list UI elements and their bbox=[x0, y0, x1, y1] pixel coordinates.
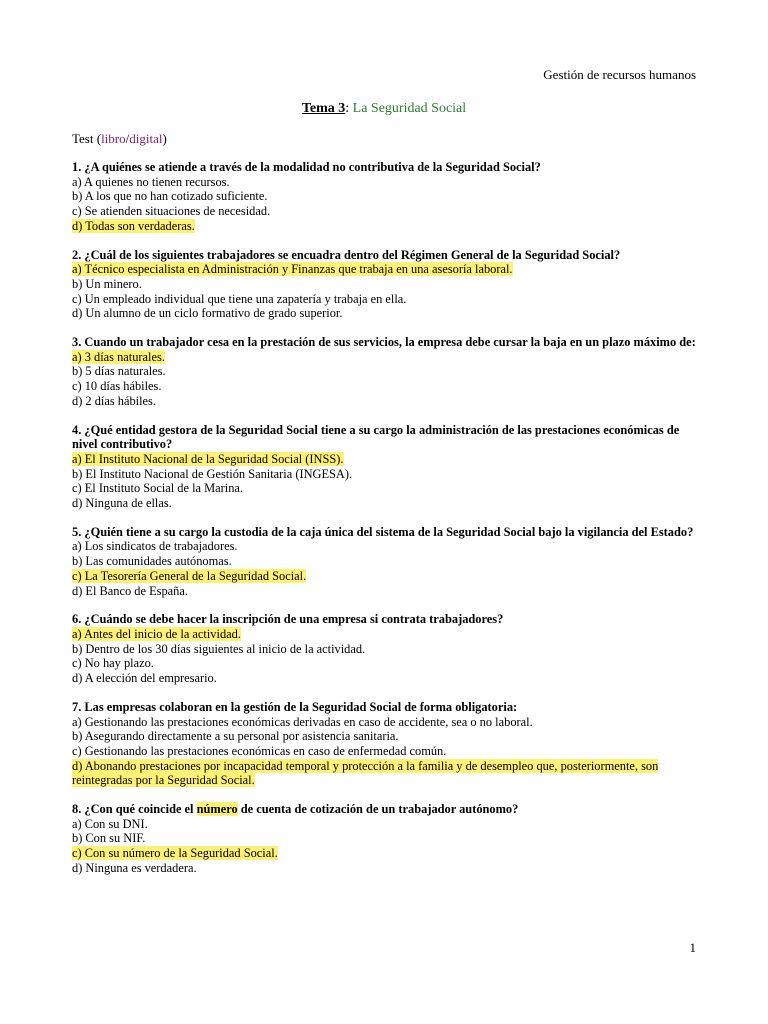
title-subtitle: La Seguridad Social bbox=[352, 101, 467, 116]
question-text: 3. Cuando un trabajador cesa en la prestación de sus servicios, la empresa debe cursar la baja en un plazo máximo de: bbox=[72, 335, 696, 350]
option-c: c) Se atienden situaciones de necesidad. bbox=[72, 204, 271, 219]
question-text: 4. ¿Qué entidad gestora de la Seguridad Social tiene a su cargo la administración de las prestaciones económicas de nivel contributivo? bbox=[72, 422, 680, 452]
option-b: b) Dentro de los 30 días siguientes al inicio de la actividad. bbox=[72, 641, 366, 656]
question-text: 2. ¿Cuál de los siguientes trabajadores se encuadra dentro del Régimen General de la Seguridad Social? bbox=[72, 247, 621, 262]
option-d bbox=[72, 759, 696, 788]
highlighted-answer: a) Antes del inicio de la actividad. bbox=[72, 626, 241, 641]
option-d: d) Un alumno de un ciclo formativo de grado superior. bbox=[72, 306, 343, 321]
highlighted-word: número bbox=[196, 802, 238, 817]
test-suffix: ) bbox=[162, 131, 167, 146]
question-text: 1. ¿A quiénes se atiende a través de la modalidad no contributiva de la Seguridad Social? bbox=[72, 160, 541, 174]
running-head: Gestión de recursos humanos bbox=[543, 67, 696, 82]
question-7 bbox=[72, 700, 696, 788]
option-a: a) Los sindicatos de trabajadores. bbox=[72, 539, 238, 554]
test-line bbox=[72, 131, 167, 147]
question-2 bbox=[72, 248, 696, 322]
highlighted-answer: d) Todas son verdaderas. bbox=[72, 218, 195, 233]
title-tema: Tema 3 bbox=[301, 101, 346, 116]
question-text: 5. ¿Quién tiene a su cargo la custodia de la caja única del sistema de la Seguridad Social bajo la vigilancia del Estado? bbox=[72, 524, 694, 539]
question-8 bbox=[72, 802, 696, 876]
page-title bbox=[72, 100, 696, 117]
question-3 bbox=[72, 335, 696, 409]
option-b: b) Con su NIF. bbox=[72, 831, 146, 846]
option-c: c) 10 días hábiles. bbox=[72, 379, 162, 394]
option-d: d) El Banco de España. bbox=[72, 583, 188, 598]
option-c: c) Gestionando las prestaciones económicas en caso de enfermedad común. bbox=[72, 743, 447, 758]
option-b: b) Asegurando directamente a su personal por asistencia sanitaria. bbox=[72, 729, 399, 744]
option-c bbox=[72, 569, 696, 584]
title-separator: : bbox=[345, 101, 353, 116]
option-a: a) Con su DNI. bbox=[72, 816, 148, 831]
page-number: 1 bbox=[689, 940, 696, 955]
option-a: a) Gestionando las prestaciones económicas derivadas en caso de accidente, sea o no laboral. bbox=[72, 714, 533, 729]
option-c bbox=[72, 846, 696, 861]
option-a: a) A quienes no tienen recursos. bbox=[72, 174, 230, 189]
option-d: d) Ninguna de ellas. bbox=[72, 496, 172, 511]
document-page bbox=[72, 0, 696, 1024]
question-list bbox=[72, 160, 696, 890]
question-text: 6. ¿Cuándo se debe hacer la inscripción de una empresa si contrata trabajadores? bbox=[72, 612, 504, 627]
highlighted-answer: a) 3 días naturales. bbox=[72, 349, 165, 364]
option-c: c) El Instituto Social de la Marina. bbox=[72, 481, 244, 496]
option-d: d) 2 días hábiles. bbox=[72, 393, 156, 408]
test-prefix: Test ( bbox=[72, 131, 102, 146]
option-a bbox=[72, 350, 696, 365]
test-slash: / bbox=[125, 131, 130, 146]
option-d: d) Ninguna es verdadera. bbox=[72, 860, 197, 875]
question-text: 7. Las empresas colaboran en la gestión de la Seguridad Social de forma obligatoria: bbox=[72, 699, 518, 714]
option-b: b) Un minero. bbox=[72, 276, 142, 291]
digital-link[interactable]: digital bbox=[129, 131, 163, 146]
option-b: b) A los que no han cotizado suficiente. bbox=[72, 189, 268, 204]
libro-link[interactable]: libro bbox=[101, 131, 126, 146]
option-a bbox=[72, 262, 696, 277]
option-a bbox=[72, 627, 696, 642]
option-d bbox=[72, 219, 696, 234]
highlighted-answer: d) Abonando prestaciones por incapacidad temporal y protección a la familia y de desempleo que, posteriormente, son reintegradas por la Seguridad Social. bbox=[72, 758, 659, 788]
option-b: b) Las comunidades autónomas. bbox=[72, 554, 232, 569]
highlighted-answer: c) La Tesorería General de la Seguridad Social. bbox=[72, 568, 307, 583]
option-b: b) 5 días naturales. bbox=[72, 364, 166, 379]
option-a bbox=[72, 452, 696, 467]
question-5 bbox=[72, 525, 696, 599]
question-1 bbox=[72, 160, 696, 234]
option-c: c) Un empleado individual que tiene una zapatería y trabaja en ella. bbox=[72, 291, 407, 306]
question-text: 8. ¿Con qué coincide el número de cuenta de cotización de un trabajador autónomo? bbox=[72, 802, 519, 817]
option-c: c) No hay plazo. bbox=[72, 656, 154, 671]
highlighted-answer: c) Con su número de la Seguridad Social. bbox=[72, 846, 278, 861]
highlighted-answer: a) Técnico especialista en Administración y Finanzas que trabaja en una asesoría laboral. bbox=[72, 262, 513, 277]
option-b: b) El Instituto Nacional de Gestión Sanitaria (INGESA). bbox=[72, 466, 353, 481]
question-4 bbox=[72, 423, 696, 511]
highlighted-answer: a) El Instituto Nacional de la Seguridad Social (INSS). bbox=[72, 451, 344, 466]
option-d: d) A elección del empresario. bbox=[72, 671, 217, 686]
question-6 bbox=[72, 612, 696, 686]
